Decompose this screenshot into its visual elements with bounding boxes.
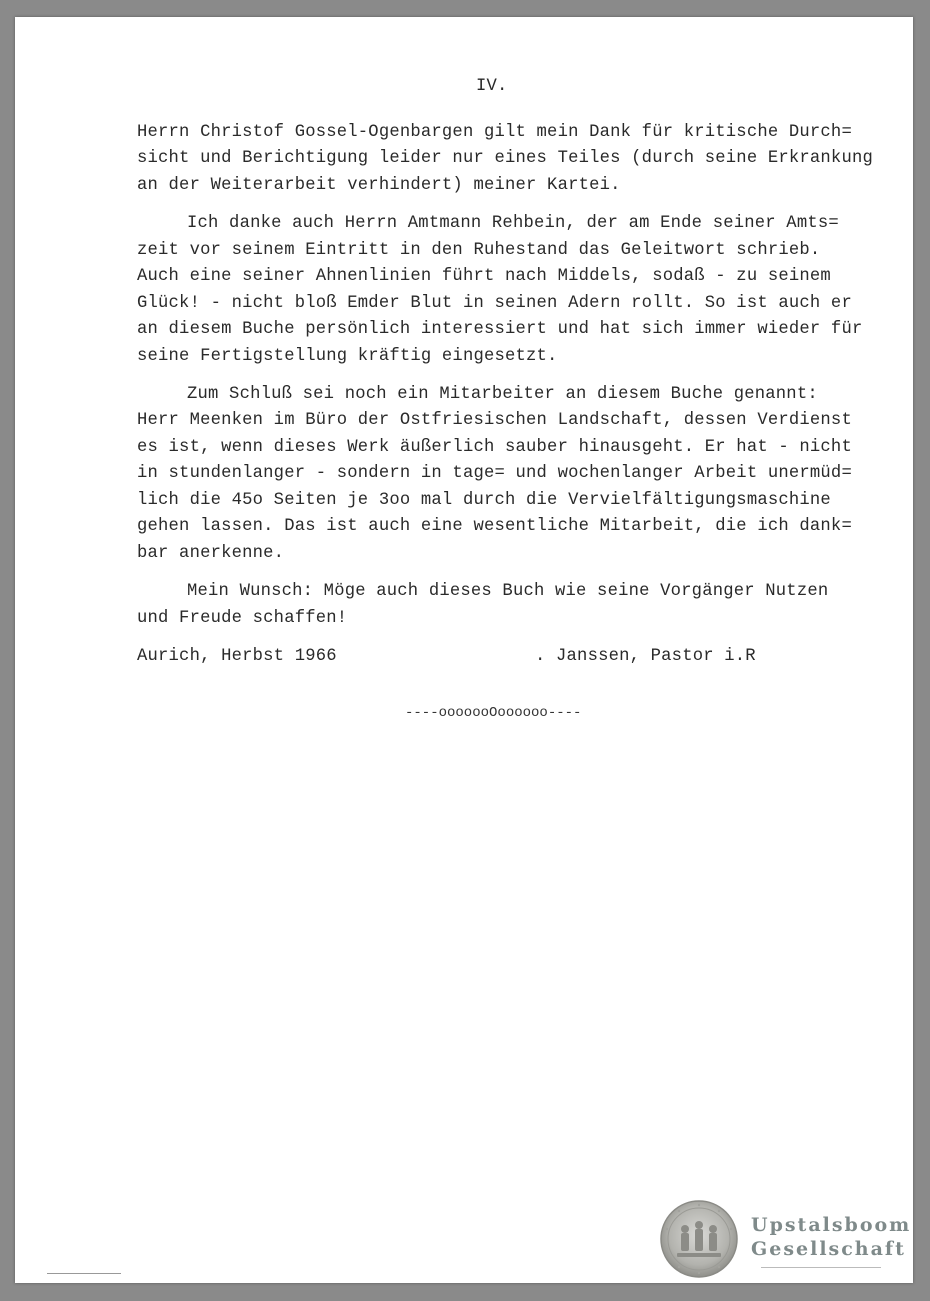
watermark-line-1: Upstalsboom — [751, 1214, 912, 1236]
paragraph-3-line-5: lich die 45o Seiten je 3oo mal durch die Vervielfältigungsmaschine — [137, 491, 831, 510]
signature-name: . Janssen, Pastor i.R — [535, 647, 756, 666]
watermark-text — [751, 1213, 911, 1261]
paragraph-3-line-3: es ist, wenn dieses Werk äußerlich sauber hinausgeht. Er hat - nicht — [137, 438, 852, 457]
paragraph-2-line-5: an diesem Buche persönlich interessiert und hat sich immer wieder für — [137, 320, 863, 339]
paragraph-2-line-4: Glück! - nicht bloß Emder Blut in seinen Adern rollt. So ist auch er — [137, 294, 852, 313]
watermark-line-2: Gesellschaft — [751, 1238, 906, 1260]
paragraph-1-line-3: an der Weiterarbeit verhindert) meiner Kartei. — [137, 176, 621, 195]
paragraph-2-line-1: Ich danke auch Herrn Amtmann Rehbein, der am Ende seiner Amts= — [187, 214, 839, 233]
signature-place-date: Aurich, Herbst 1966 — [137, 647, 337, 666]
paragraph-1-line-2: sicht und Berichtigung leider nur eines Teiles (durch seine Erkrankung — [137, 149, 873, 168]
footer-rule-right — [761, 1267, 881, 1268]
document-page — [15, 17, 913, 1283]
paragraph-2-line-2: zeit vor seinem Eintritt in den Ruhestand das Geleitwort schrieb. — [137, 241, 821, 260]
separator-line: ----ooooooOoooooo---- — [405, 705, 582, 721]
paragraph-3-line-1: Zum Schluß sei noch ein Mitarbeiter an diesem Buche genannt: — [187, 385, 818, 404]
paragraph-4-line-1: Mein Wunsch: Möge auch dieses Buch wie seine Vorgänger Nutzen — [187, 582, 829, 601]
paragraph-4-line-2: und Freude schaffen! — [137, 609, 348, 628]
paragraph-2-line-6: seine Fertigstellung kräftig eingesetzt. — [137, 347, 558, 366]
paragraph-3-line-2: Herr Meenken im Büro der Ostfriesischen Landschaft, dessen Verdienst — [137, 411, 852, 430]
paragraph-3-line-7: bar anerkenne. — [137, 544, 285, 563]
page-number: IV. — [476, 77, 508, 96]
paragraph-2-line-3: Auch eine seiner Ahnenlinien führt nach Middels, sodaß - zu seinem — [137, 267, 831, 286]
paragraph-3-line-4: in stundenlanger - sondern in tage= und wochenlanger Arbeit unermüd= — [137, 464, 852, 483]
paragraph-1-line-1: Herrn Christof Gossel-Ogenbargen gilt mein Dank für kritische Durch= — [137, 123, 852, 142]
seal-icon — [659, 1199, 739, 1279]
footer-rule-left — [47, 1273, 121, 1274]
paragraph-3-line-6: gehen lassen. Das ist auch eine wesentliche Mitarbeit, die ich dank= — [137, 517, 852, 536]
